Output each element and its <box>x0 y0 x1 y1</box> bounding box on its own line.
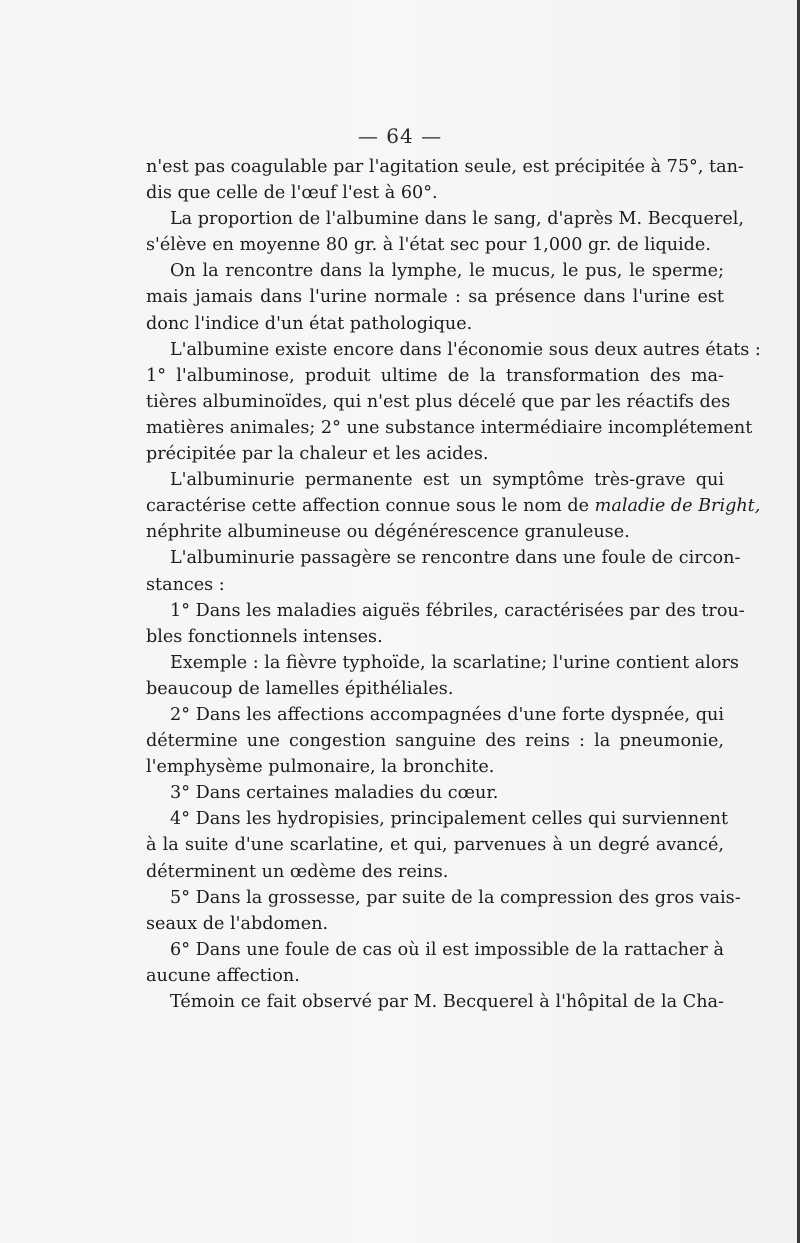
paragraph-start-line: L'albuminurie permanente est un symptôme très-grave qui <box>170 470 724 491</box>
text-line: aucune affection. <box>146 965 300 986</box>
paragraph-start-line: On la rencontre dans la lymphe, le mucus, le pus, le sperme; <box>170 261 724 282</box>
text-line: bles fonctionnels intenses. <box>146 626 383 647</box>
text-line: 1° l'albuminose, produit ultime de la transformation des ma- <box>146 365 724 386</box>
text-line: précipitée par la chaleur et les acides. <box>146 444 489 465</box>
text-line: seaux de l'abdomen. <box>146 913 329 934</box>
text-line <box>146 493 761 519</box>
text-line: n'est pas coagulable par l'agitation seule, est précipitée à 75°, tan- <box>146 157 744 177</box>
paragraph-start-line: 4° Dans les hydropisies, principalement celles qui surviennent <box>170 809 729 830</box>
text-line: à la suite d'une scarlatine, et qui, parvenues à un degré avancé, <box>146 835 724 856</box>
text-line: beaucoup de lamelles épithéliales. <box>146 678 454 699</box>
paragraph-start-line: 6° Dans une foule de cas où il est impossible de la rattacher à <box>170 939 724 960</box>
text-line: stances : <box>146 574 225 595</box>
body-text <box>146 154 761 1015</box>
text-line: tières albuminoïdes, qui n'est plus décelé que par les réactifs des <box>146 391 731 412</box>
text-line: matières animales; 2° une substance intermédiaire incomplétement <box>146 417 753 438</box>
paragraph-start-line: 3° Dans certaines maladies du cœur. <box>170 783 499 804</box>
paragraph-start-line: 1° Dans les maladies aiguës fébriles, caractérisées par des trou- <box>170 600 745 621</box>
text-line: dis que celle de l'œuf l'est à 60°. <box>146 183 438 204</box>
italic-term: maladie de Bright, <box>594 496 761 517</box>
text-line: mais jamais dans l'urine normale : sa présence dans l'urine est <box>146 287 724 308</box>
paragraph-start-line: La proportion de l'albumine dans le sang, d'après M. Becquerel, <box>170 209 744 230</box>
paragraph-start-line: Exemple : la fièvre typhoïde, la scarlatine; l'urine contient alors <box>170 652 739 673</box>
text-segment: caractérise cette affection connue sous le nom de <box>146 496 590 517</box>
text-line: néphrite albumineuse ou dégénérescence granuleuse. <box>146 522 630 543</box>
paragraph-start-line: L'albumine existe encore dans l'économie sous deux autres états : <box>170 339 761 360</box>
text-line: s'élève en moyenne 80 gr. à l'état sec pour 1,000 gr. de liquide. <box>146 235 711 256</box>
paragraph-start-line: 5° Dans la grossesse, par suite de la compression des gros vais- <box>170 887 741 908</box>
text-line: déterminent un œdème des reins. <box>146 861 449 882</box>
paragraph-start-line: 2° Dans les affections accompagnées d'une forte dyspnée, qui <box>170 704 724 725</box>
text-line: détermine une congestion sanguine des reins : la pneumonie, <box>146 731 724 752</box>
paragraph-start-line: L'albuminurie passagère se rencontre dans une foule de circon- <box>170 548 741 569</box>
text-line: donc l'indice d'un état pathologique. <box>146 313 473 334</box>
text-line: l'emphysème pulmonaire, la bronchite. <box>146 757 495 778</box>
page-number: — 64 — <box>357 124 443 148</box>
paragraph-start-line: Témoin ce fait observé par M. Becquerel à l'hôpital de la Cha- <box>170 992 724 1012</box>
